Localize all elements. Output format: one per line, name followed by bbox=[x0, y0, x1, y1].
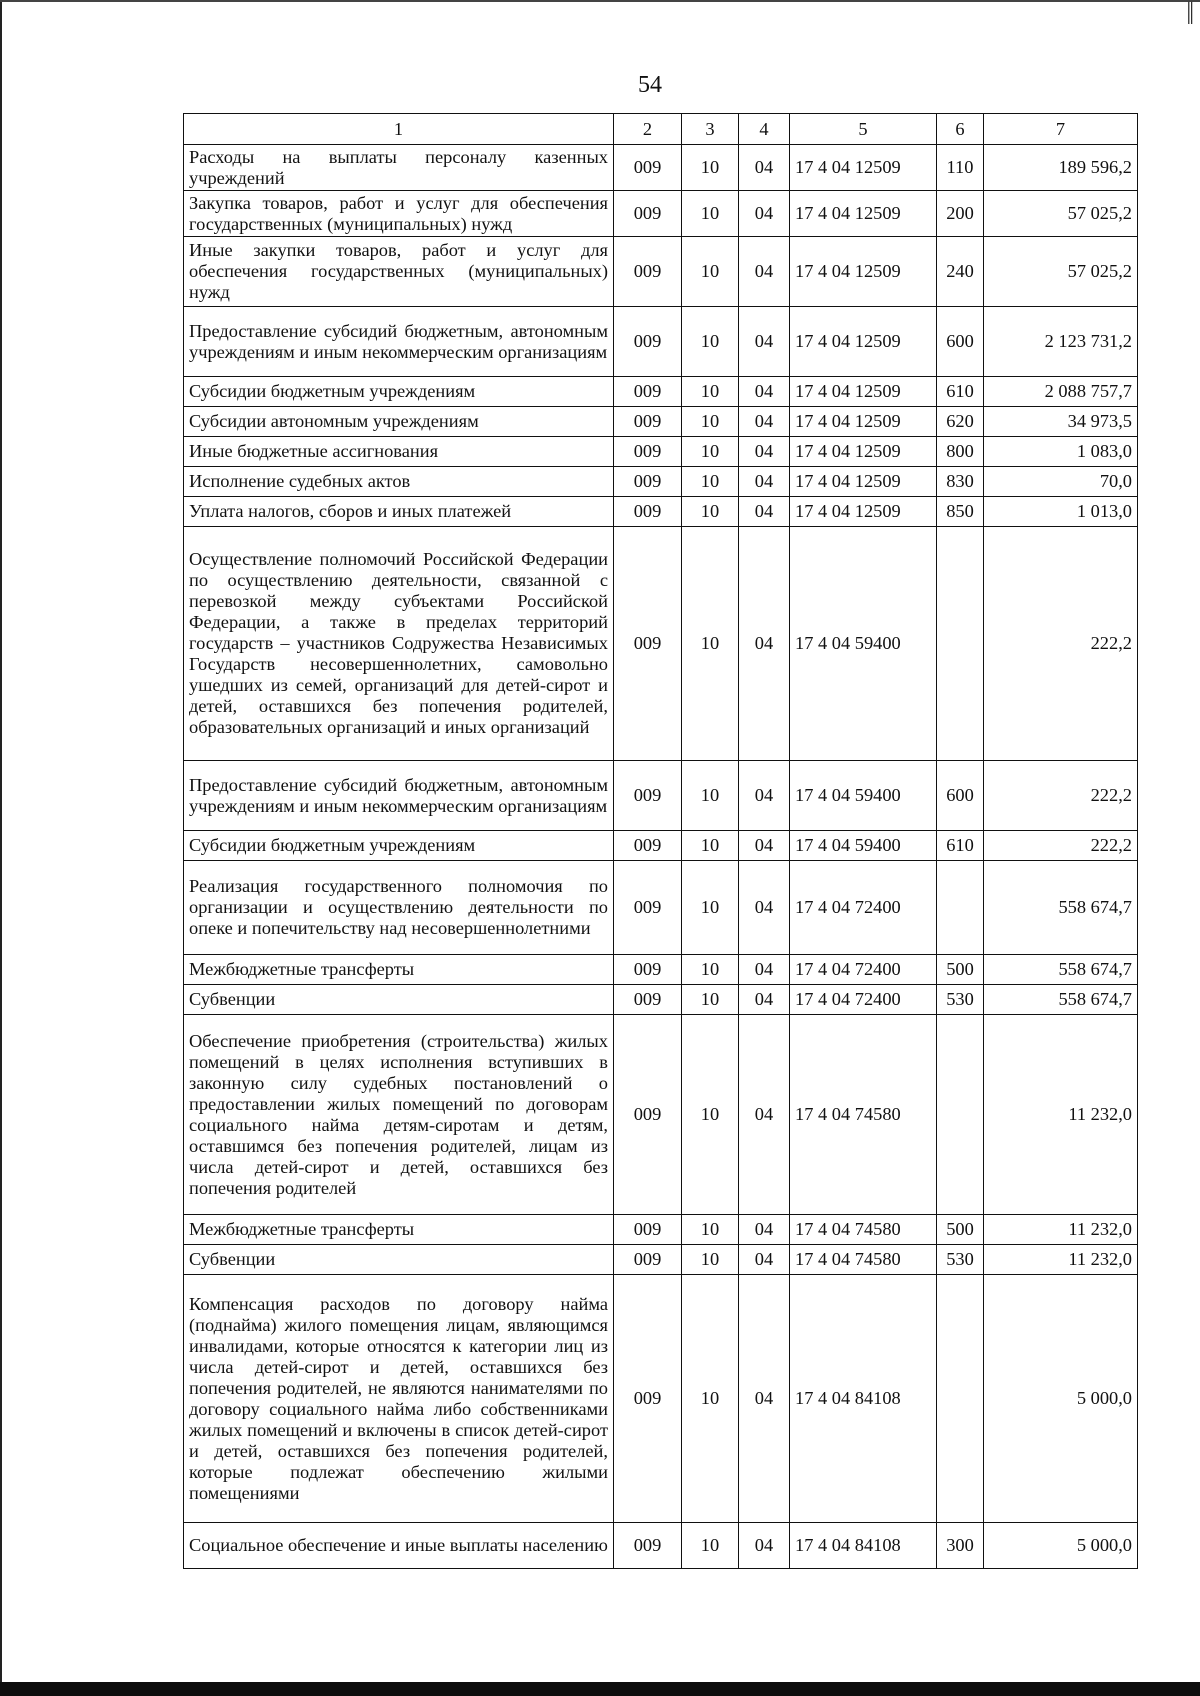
row-amount: 189 596,2 bbox=[984, 145, 1138, 191]
row-subsection-code: 04 bbox=[739, 1215, 790, 1245]
row-amount: 34 973,5 bbox=[984, 407, 1138, 437]
row-name: Субвенции bbox=[184, 1245, 614, 1275]
page-number: 54 bbox=[638, 72, 662, 98]
table-row bbox=[184, 307, 1138, 377]
row-target-article: 17 4 04 12509 bbox=[790, 407, 937, 437]
corner-scan-marks: || bbox=[1186, 0, 1192, 25]
row-name: Расходы на выплаты персоналу казенных учреждений bbox=[184, 145, 614, 191]
header-col-6: 6 bbox=[937, 114, 984, 145]
header-col-2: 2 bbox=[614, 114, 682, 145]
row-section-code: 10 bbox=[682, 407, 739, 437]
row-target-article: 17 4 04 12509 bbox=[790, 191, 937, 237]
row-section-code: 10 bbox=[682, 307, 739, 377]
row-name: Реализация государственного полномочия по организации и осуществлению деятельности по опеке и попечительству над несовершеннолетними bbox=[184, 861, 614, 955]
row-amount: 5 000,0 bbox=[984, 1523, 1138, 1569]
row-expense-type: 110 bbox=[937, 145, 984, 191]
table-row bbox=[184, 985, 1138, 1015]
row-subsection-code: 04 bbox=[739, 377, 790, 407]
row-section-code: 10 bbox=[682, 467, 739, 497]
row-amount: 57 025,2 bbox=[984, 191, 1138, 237]
row-target-article: 17 4 04 72400 bbox=[790, 955, 937, 985]
row-section-code: 10 bbox=[682, 761, 739, 831]
row-target-article: 17 4 04 84108 bbox=[790, 1523, 937, 1569]
row-target-article: 17 4 04 74580 bbox=[790, 1015, 937, 1215]
row-ministry-code: 009 bbox=[614, 1275, 682, 1523]
row-subsection-code: 04 bbox=[739, 831, 790, 861]
row-expense-type: 300 bbox=[937, 1523, 984, 1569]
row-name: Иные закупки товаров, работ и услуг для обеспечения государственных (муниципальных) нужд bbox=[184, 237, 614, 307]
row-target-article: 17 4 04 12509 bbox=[790, 497, 937, 527]
row-subsection-code: 04 bbox=[739, 761, 790, 831]
row-ministry-code: 009 bbox=[614, 527, 682, 761]
row-ministry-code: 009 bbox=[614, 861, 682, 955]
row-amount: 222,2 bbox=[984, 527, 1138, 761]
header-col-5: 5 bbox=[790, 114, 937, 145]
row-subsection-code: 04 bbox=[739, 955, 790, 985]
table-row bbox=[184, 467, 1138, 497]
row-ministry-code: 009 bbox=[614, 145, 682, 191]
row-amount: 558 674,7 bbox=[984, 985, 1138, 1015]
row-amount: 2 123 731,2 bbox=[984, 307, 1138, 377]
row-subsection-code: 04 bbox=[739, 145, 790, 191]
row-amount: 57 025,2 bbox=[984, 237, 1138, 307]
row-expense-type: 200 bbox=[937, 191, 984, 237]
row-expense-type: 600 bbox=[937, 761, 984, 831]
row-ministry-code: 009 bbox=[614, 1523, 682, 1569]
row-ministry-code: 009 bbox=[614, 497, 682, 527]
row-subsection-code: 04 bbox=[739, 237, 790, 307]
row-target-article: 17 4 04 12509 bbox=[790, 437, 937, 467]
row-subsection-code: 04 bbox=[739, 467, 790, 497]
row-name: Обеспечение приобретения (строительства) жилых помещений в целях исполнения вступивших в законную силу судебных постановлений о предоставлении жилых помещений по договорам социального найма детям-сиротам и детям, оставшимся без попечения родителей, лицам из числа детей-сирот и детей, оставшихся без попечения родителей bbox=[184, 1015, 614, 1215]
row-expense-type: 240 bbox=[937, 237, 984, 307]
row-ministry-code: 009 bbox=[614, 1215, 682, 1245]
row-target-article: 17 4 04 59400 bbox=[790, 761, 937, 831]
row-target-article: 17 4 04 59400 bbox=[790, 831, 937, 861]
header-col-4: 4 bbox=[739, 114, 790, 145]
row-ministry-code: 009 bbox=[614, 307, 682, 377]
row-section-code: 10 bbox=[682, 497, 739, 527]
row-subsection-code: 04 bbox=[739, 1523, 790, 1569]
row-section-code: 10 bbox=[682, 191, 739, 237]
row-target-article: 17 4 04 12509 bbox=[790, 377, 937, 407]
row-subsection-code: 04 bbox=[739, 527, 790, 761]
budget-table bbox=[183, 113, 1138, 1569]
row-name: Компенсация расходов по договору найма (поднайма) жилого помещения лицам, являющимся инвалидами, которые относятся к категории лиц из числа детей-сирот и детей, оставшихся без попечения родителей, не являются нанимателями по договору социального найма либо собственниками жилых помещений и включены в список детей-сирот и детей, оставшихся без попечения родителей, которые подлежат обеспечению жилыми помещениями bbox=[184, 1275, 614, 1523]
table-row bbox=[184, 955, 1138, 985]
row-expense-type: 530 bbox=[937, 1245, 984, 1275]
row-target-article: 17 4 04 59400 bbox=[790, 527, 937, 761]
table-row bbox=[184, 145, 1138, 191]
row-amount: 222,2 bbox=[984, 761, 1138, 831]
row-amount: 11 232,0 bbox=[984, 1215, 1138, 1245]
row-expense-type: 600 bbox=[937, 307, 984, 377]
row-name: Осуществление полномочий Российской Федерации по осуществлению деятельности, связанной с перевозкой между субъектами Российской Федерации, а также в пределах территорий государств – участников Содружества Независимых Государств несовершеннолетних, самовольно ушедших из семей, организаций для детей-сирот и детей, оставшихся без попечения родителей, образовательных организаций и иных организаций bbox=[184, 527, 614, 761]
row-subsection-code: 04 bbox=[739, 191, 790, 237]
row-name: Межбюджетные трансферты bbox=[184, 1215, 614, 1245]
row-section-code: 10 bbox=[682, 527, 739, 761]
row-amount: 1 013,0 bbox=[984, 497, 1138, 527]
table-row bbox=[184, 1215, 1138, 1245]
row-section-code: 10 bbox=[682, 955, 739, 985]
row-amount: 11 232,0 bbox=[984, 1015, 1138, 1215]
row-subsection-code: 04 bbox=[739, 407, 790, 437]
page-edge-left bbox=[0, 0, 2, 1696]
table-header-row bbox=[184, 114, 1138, 145]
row-target-article: 17 4 04 74580 bbox=[790, 1215, 937, 1245]
row-section-code: 10 bbox=[682, 237, 739, 307]
row-section-code: 10 bbox=[682, 1523, 739, 1569]
header-col-1: 1 bbox=[184, 114, 614, 145]
row-subsection-code: 04 bbox=[739, 1015, 790, 1215]
table-row bbox=[184, 497, 1138, 527]
row-target-article: 17 4 04 12509 bbox=[790, 145, 937, 191]
row-ministry-code: 009 bbox=[614, 191, 682, 237]
row-expense-type: 610 bbox=[937, 831, 984, 861]
row-subsection-code: 04 bbox=[739, 985, 790, 1015]
table-row bbox=[184, 861, 1138, 955]
table-row bbox=[184, 761, 1138, 831]
row-name: Социальное обеспечение и иные выплаты населению bbox=[184, 1523, 614, 1569]
page-edge-top bbox=[0, 0, 1200, 2]
table-row bbox=[184, 527, 1138, 761]
table-row bbox=[184, 1245, 1138, 1275]
row-expense-type bbox=[937, 1015, 984, 1215]
row-ministry-code: 009 bbox=[614, 761, 682, 831]
row-ministry-code: 009 bbox=[614, 1245, 682, 1275]
row-name: Субсидии бюджетным учреждениям bbox=[184, 831, 614, 861]
row-expense-type: 500 bbox=[937, 955, 984, 985]
scan-bar-bottom bbox=[0, 1682, 1200, 1696]
table-row bbox=[184, 1275, 1138, 1523]
row-target-article: 17 4 04 72400 bbox=[790, 861, 937, 955]
row-section-code: 10 bbox=[682, 437, 739, 467]
row-subsection-code: 04 bbox=[739, 307, 790, 377]
row-ministry-code: 009 bbox=[614, 831, 682, 861]
row-section-code: 10 bbox=[682, 1215, 739, 1245]
row-subsection-code: 04 bbox=[739, 497, 790, 527]
table-row bbox=[184, 1015, 1138, 1215]
row-expense-type bbox=[937, 527, 984, 761]
row-ministry-code: 009 bbox=[614, 955, 682, 985]
row-amount: 70,0 bbox=[984, 467, 1138, 497]
row-section-code: 10 bbox=[682, 145, 739, 191]
table-row bbox=[184, 407, 1138, 437]
row-name: Субсидии автономным учреждениям bbox=[184, 407, 614, 437]
header-col-7: 7 bbox=[984, 114, 1138, 145]
row-expense-type: 610 bbox=[937, 377, 984, 407]
header-col-3: 3 bbox=[682, 114, 739, 145]
row-target-article: 17 4 04 12509 bbox=[790, 237, 937, 307]
row-expense-type: 850 bbox=[937, 497, 984, 527]
row-ministry-code: 009 bbox=[614, 237, 682, 307]
row-amount: 1 083,0 bbox=[984, 437, 1138, 467]
table-row bbox=[184, 437, 1138, 467]
row-name: Иные бюджетные ассигнования bbox=[184, 437, 614, 467]
table-row bbox=[184, 1523, 1138, 1569]
table-row bbox=[184, 191, 1138, 237]
row-expense-type bbox=[937, 861, 984, 955]
row-ministry-code: 009 bbox=[614, 985, 682, 1015]
row-subsection-code: 04 bbox=[739, 437, 790, 467]
row-expense-type: 500 bbox=[937, 1215, 984, 1245]
row-target-article: 17 4 04 72400 bbox=[790, 985, 937, 1015]
row-name: Закупка товаров, работ и услуг для обеспечения государственных (муниципальных) нужд bbox=[184, 191, 614, 237]
row-ministry-code: 009 bbox=[614, 437, 682, 467]
row-subsection-code: 04 bbox=[739, 1275, 790, 1523]
row-target-article: 17 4 04 74580 bbox=[790, 1245, 937, 1275]
row-amount: 11 232,0 bbox=[984, 1245, 1138, 1275]
row-ministry-code: 009 bbox=[614, 467, 682, 497]
table-row bbox=[184, 377, 1138, 407]
row-expense-type bbox=[937, 1275, 984, 1523]
row-ministry-code: 009 bbox=[614, 407, 682, 437]
row-expense-type: 620 bbox=[937, 407, 984, 437]
row-target-article: 17 4 04 84108 bbox=[790, 1275, 937, 1523]
row-name: Исполнение судебных актов bbox=[184, 467, 614, 497]
table-row bbox=[184, 237, 1138, 307]
row-target-article: 17 4 04 12509 bbox=[790, 307, 937, 377]
row-section-code: 10 bbox=[682, 1015, 739, 1215]
row-name: Субвенции bbox=[184, 985, 614, 1015]
row-name: Межбюджетные трансферты bbox=[184, 955, 614, 985]
row-ministry-code: 009 bbox=[614, 377, 682, 407]
row-subsection-code: 04 bbox=[739, 1245, 790, 1275]
row-section-code: 10 bbox=[682, 985, 739, 1015]
row-ministry-code: 009 bbox=[614, 1015, 682, 1215]
row-name: Субсидии бюджетным учреждениям bbox=[184, 377, 614, 407]
row-section-code: 10 bbox=[682, 1275, 739, 1523]
row-expense-type: 830 bbox=[937, 467, 984, 497]
row-name: Предоставление субсидий бюджетным, автономным учреждениям и иным некоммерческим организациям bbox=[184, 307, 614, 377]
row-subsection-code: 04 bbox=[739, 861, 790, 955]
row-amount: 558 674,7 bbox=[984, 955, 1138, 985]
row-section-code: 10 bbox=[682, 831, 739, 861]
table-row bbox=[184, 831, 1138, 861]
table-body bbox=[184, 145, 1138, 1569]
row-name: Уплата налогов, сборов и иных платежей bbox=[184, 497, 614, 527]
row-amount: 2 088 757,7 bbox=[984, 377, 1138, 407]
row-amount: 5 000,0 bbox=[984, 1275, 1138, 1523]
row-target-article: 17 4 04 12509 bbox=[790, 467, 937, 497]
row-expense-type: 800 bbox=[937, 437, 984, 467]
row-name: Предоставление субсидий бюджетным, автономным учреждениям и иным некоммерческим организациям bbox=[184, 761, 614, 831]
row-expense-type: 530 bbox=[937, 985, 984, 1015]
row-section-code: 10 bbox=[682, 861, 739, 955]
row-section-code: 10 bbox=[682, 1245, 739, 1275]
row-amount: 558 674,7 bbox=[984, 861, 1138, 955]
row-section-code: 10 bbox=[682, 377, 739, 407]
row-amount: 222,2 bbox=[984, 831, 1138, 861]
